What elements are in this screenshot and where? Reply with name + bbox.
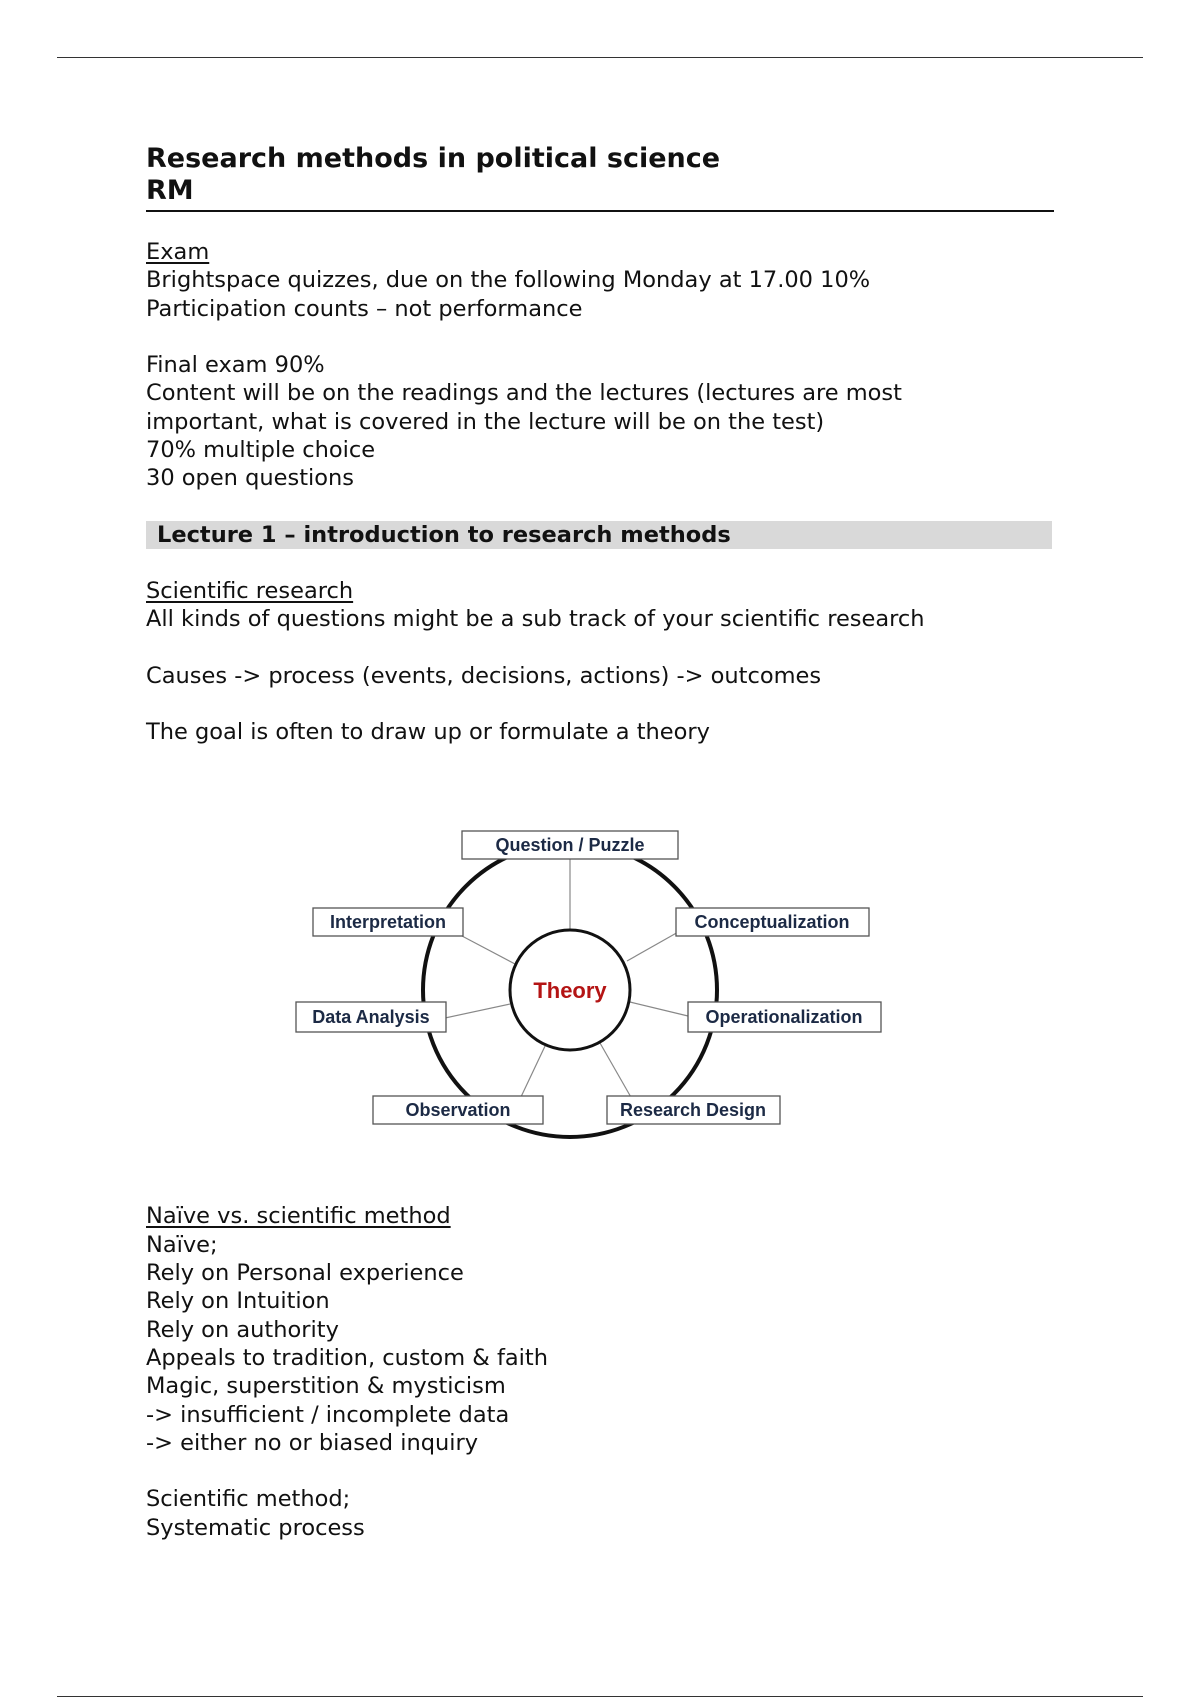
scientific-research-line-2: Causes -> process (events, decisions, actions) -> outcomes [146, 662, 822, 689]
final-exam-content-line-2: important, what is covered in the lecture will be on the test) [146, 408, 825, 435]
naive-line: -> either no or biased inquiry [146, 1429, 479, 1456]
spoke-interpretation [462, 936, 515, 964]
node-label-question: Question / Puzzle [495, 835, 645, 856]
spacer [146, 1457, 1054, 1485]
spoke-conceptualization [627, 931, 680, 961]
spacer [146, 493, 1054, 519]
spoke-operationalization [630, 1002, 688, 1016]
naive-line: Magic, superstition & mysticism [146, 1373, 506, 1400]
exam-section [146, 238, 1054, 493]
final-exam-line: Final exam 90% [146, 352, 325, 379]
naive-vs-scientific-section [146, 1202, 1054, 1542]
spoke-research-design [600, 1043, 632, 1099]
spacer [146, 633, 1054, 661]
final-exam-open-line: 30 open questions [146, 465, 355, 492]
scientific-method-line: Scientific method; [146, 1486, 351, 1513]
scientific-research-line-1: All kinds of questions might be a sub track of your scientific research [146, 605, 925, 632]
title-line-1: Research methods in political science [146, 143, 721, 174]
naive-vs-scientific-heading: Naïve vs. scientific method [146, 1203, 451, 1230]
scientific-research-section [146, 577, 1054, 747]
research-cycle-svg [0, 746, 1200, 1202]
naive-line: Appeals to tradition, custom & faith [146, 1344, 549, 1371]
spacer [146, 549, 1054, 577]
naive-line: -> insufficient / incomplete data [146, 1401, 510, 1428]
node-label-observation: Observation [405, 1100, 511, 1121]
theory-label: Theory [533, 978, 607, 1004]
title-line-2: RM [146, 175, 194, 206]
document-body [146, 143, 1054, 1542]
node-label-research-design: Research Design [619, 1100, 767, 1121]
scientific-method-line: Systematic process [146, 1514, 365, 1541]
exam-heading: Exam [146, 239, 210, 265]
spacer [146, 690, 1054, 718]
node-label-interpretation: Interpretation [329, 912, 447, 933]
node-label-operationalization: Operationalization [705, 1007, 863, 1028]
top-page-rule [57, 57, 1143, 58]
final-exam-mc-line: 70% multiple choice [146, 437, 376, 464]
spacer [146, 323, 1054, 351]
exam-line-quizzes: Brightspace quizzes, due on the following Monday at 17.00 10% [146, 267, 871, 294]
research-cycle-diagram [0, 746, 1200, 1202]
final-exam-content-line: Content will be on the readings and the lectures (lectures are most [146, 380, 902, 407]
lecture-1-heading: Lecture 1 – introduction to research methods [146, 521, 1052, 549]
document-title [146, 143, 1054, 207]
spoke-data-analysis [445, 1004, 510, 1018]
scientific-research-line-3: The goal is often to draw up or formulate a theory [146, 719, 710, 746]
node-label-conceptualization: Conceptualization [694, 912, 850, 933]
node-label-data-analysis: Data Analysis [312, 1007, 430, 1028]
naive-line: Naïve; [146, 1231, 218, 1258]
scientific-research-heading: Scientific research [146, 577, 354, 604]
naive-line: Rely on authority [146, 1316, 339, 1343]
exam-line-participation: Participation counts – not performance [146, 295, 583, 322]
spoke-observation [520, 1044, 546, 1099]
bottom-page-rule [57, 1696, 1143, 1697]
naive-line: Rely on Intuition [146, 1288, 330, 1315]
naive-line: Rely on Personal experience [146, 1260, 464, 1287]
title-underline [146, 210, 1054, 212]
